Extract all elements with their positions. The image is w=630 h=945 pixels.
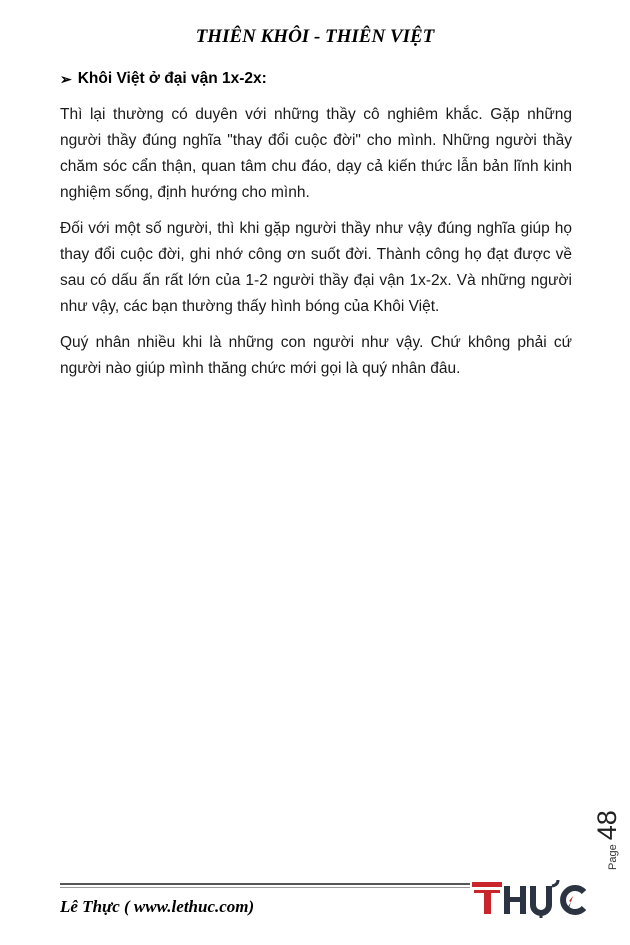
thuc-logo	[472, 876, 590, 918]
body-content	[60, 102, 572, 392]
paragraph-2: Đối với một số người, thì khi gặp người thầy như vậy đúng nghĩa giúp họ thay đổi cuộc đời, ghi nhớ công ơn suốt đời. Thành công họ đạt được về sau có dấu ấn rất lớn của 1-2 người thầy đại vận 1x-2x. Và những người như vậy, các bạn thường thấy hình bóng của Khôi Việt.	[60, 220, 572, 315]
footer-divider	[60, 883, 470, 888]
page-number	[592, 806, 630, 870]
page-label: Page	[607, 844, 619, 870]
section-heading	[60, 70, 267, 88]
arrow-bullet-icon: ➢	[60, 70, 72, 87]
paragraph-1: Thì lại thường có duyên với những thầy cô nghiêm khắc. Gặp những người thầy đúng nghĩa "thay đổi cuộc đời" cho mình. Những người thầy chăm sóc cẩn thận, quan tâm chu đáo, dạy cả kiến thức lẫn bản lĩnh kinh nghiệm sống, định hướng cho mình.	[60, 106, 572, 201]
page-number-value: 48	[592, 810, 622, 841]
page-header-title: THIÊN KHÔI - THIÊN VIỆT	[195, 26, 435, 47]
footer-author-website: Lê Thực ( www.lethuc.com)	[60, 897, 255, 916]
paragraph-3: Quý nhân nhiều khi là những con người như vậy. Chứ không phải cứ người nào giúp mình thăng chức mới gọi là quý nhân đâu.	[60, 334, 572, 377]
section-heading-text: Khôi Việt ở đại vận 1x-2x:	[77, 70, 267, 87]
